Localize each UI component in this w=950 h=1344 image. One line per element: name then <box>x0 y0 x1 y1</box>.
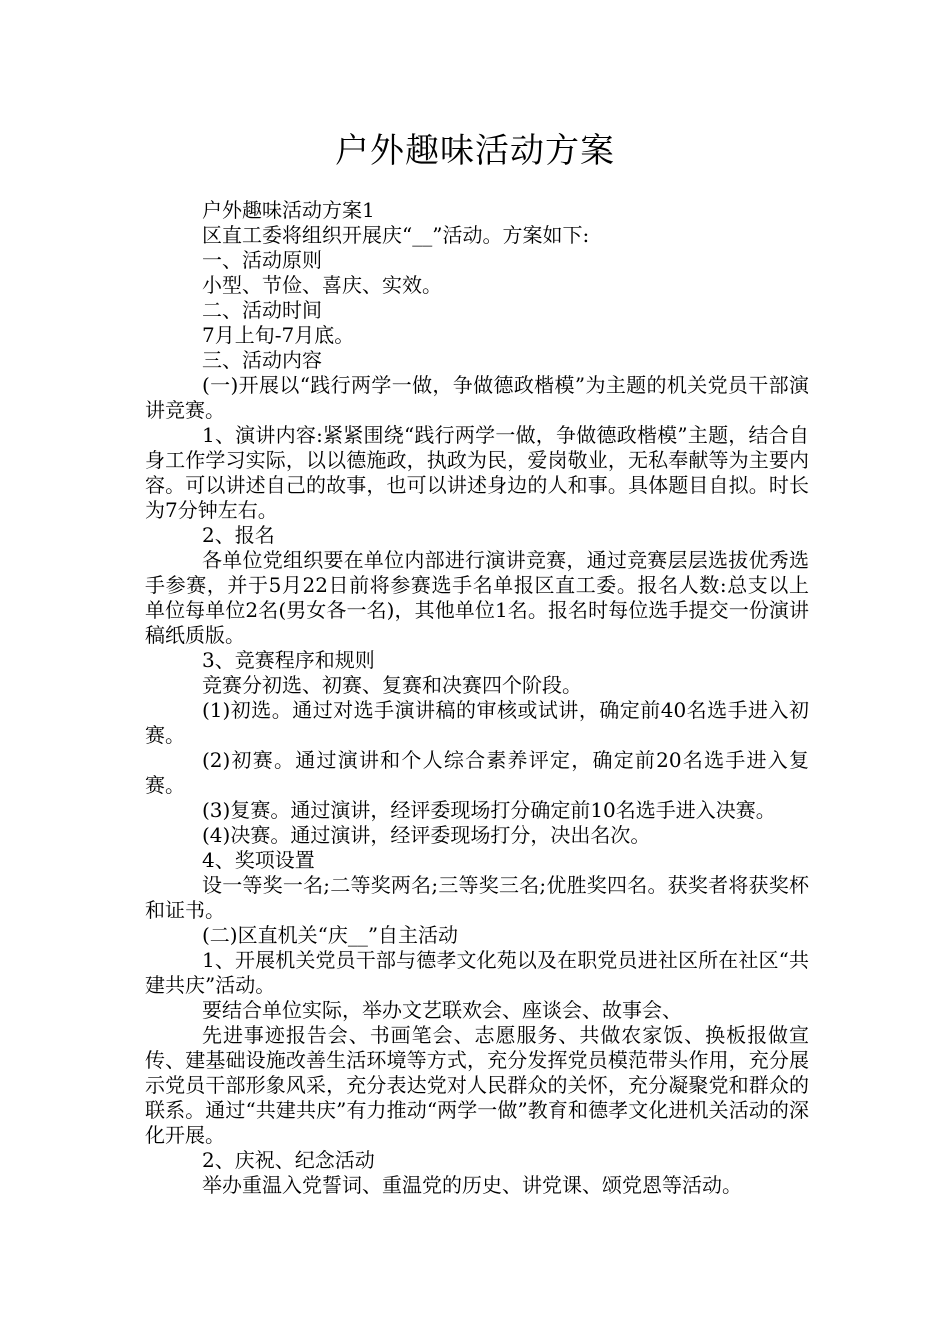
paragraph: 举办重温入党誓词、重温党的历史、讲党课、颂党恩等活动。 <box>202 1173 742 1197</box>
paragraph: 一、活动原则 <box>202 248 322 272</box>
paragraph: 要结合单位实际，举办文艺联欢会、座谈会、故事会、 <box>202 998 682 1022</box>
paragraph: (3)复赛。通过演讲，经评委现场打分确定前10名选手进入决赛。 <box>202 798 776 822</box>
paragraph: 各单位党组织要在单位内部进行演讲竞赛，通过竞赛层层选拔优秀选手参赛，并于5月22日前将参赛选手名单报区直工委。报名人数:总支以上单位每单位2名(男女各一名)，其他单位1名。报名时每位选手提交一份演讲稿纸质版。 <box>145 548 809 647</box>
paragraph: 先进事迹报告会、书画笔会、志愿服务、共做农家饭、换板报做宣传、建基础设施改善生活环境等方式，充分发挥党员模范带头作用，充分展示党员干部形象风采，充分表达党对人民群众的关怀，充分凝聚党和群众的联系。通过“共建共庆”有力推动“两学一做”教育和德孝文化进机关活动的深化开展。 <box>145 1023 809 1147</box>
paragraph: 1、演讲内容:紧紧围绕“践行两学一做，争做德政楷模”主题，结合自身工作学习实际，以以德施政，执政为民，爱岗敬业，无私奉献等为主要内容。可以讲述自己的故事，也可以讲述身边的人和事。具体题目自拟。时长为7分钟左右。 <box>145 423 809 522</box>
paragraph: (二)区直机关“庆__”自主活动 <box>202 923 459 947</box>
paragraph: 竞赛分初选、初赛、复赛和决赛四个阶段。 <box>202 673 582 697</box>
paragraph: (1)初选。通过对选手演讲稿的审核或试讲，确定前40名选手进入初赛。 <box>145 698 809 747</box>
paragraph: 二、活动时间 <box>202 298 322 322</box>
paragraph: 2、报名 <box>202 523 275 547</box>
paragraph: (一)开展以“践行两学一做，争做德政楷模”为主题的机关党员干部演讲竞赛。 <box>145 373 809 422</box>
paragraph: (2)初赛。通过演讲和个人综合素养评定，确定前20名选手进入复赛。 <box>145 748 809 797</box>
paragraph: 区直工委将组织开展庆“__”活动。方案如下: <box>202 223 590 247</box>
document-body <box>145 198 809 1198</box>
document-title: 户外趣味活动方案 <box>335 131 615 171</box>
paragraph: 小型、节俭、喜庆、实效。 <box>202 273 442 297</box>
paragraph: 3、竞赛程序和规则 <box>202 648 375 672</box>
paragraph: 三、活动内容 <box>202 348 322 372</box>
paragraph: 设一等奖一名;二等奖两名;三等奖三名;优胜奖四名。获奖者将获奖杯和证书。 <box>145 873 809 922</box>
paragraph: 1、开展机关党员干部与德孝文化苑以及在职党员进社区所在社区“共建共庆”活动。 <box>145 948 809 997</box>
paragraph: 7月上旬-7月底。 <box>202 323 355 347</box>
paragraph: (4)决赛。通过演讲，经评委现场打分，决出名次。 <box>202 823 651 847</box>
paragraph: 2、庆祝、纪念活动 <box>202 1148 375 1172</box>
paragraph: 4、奖项设置 <box>202 848 315 872</box>
paragraph: 户外趣味活动方案1 <box>202 198 375 222</box>
